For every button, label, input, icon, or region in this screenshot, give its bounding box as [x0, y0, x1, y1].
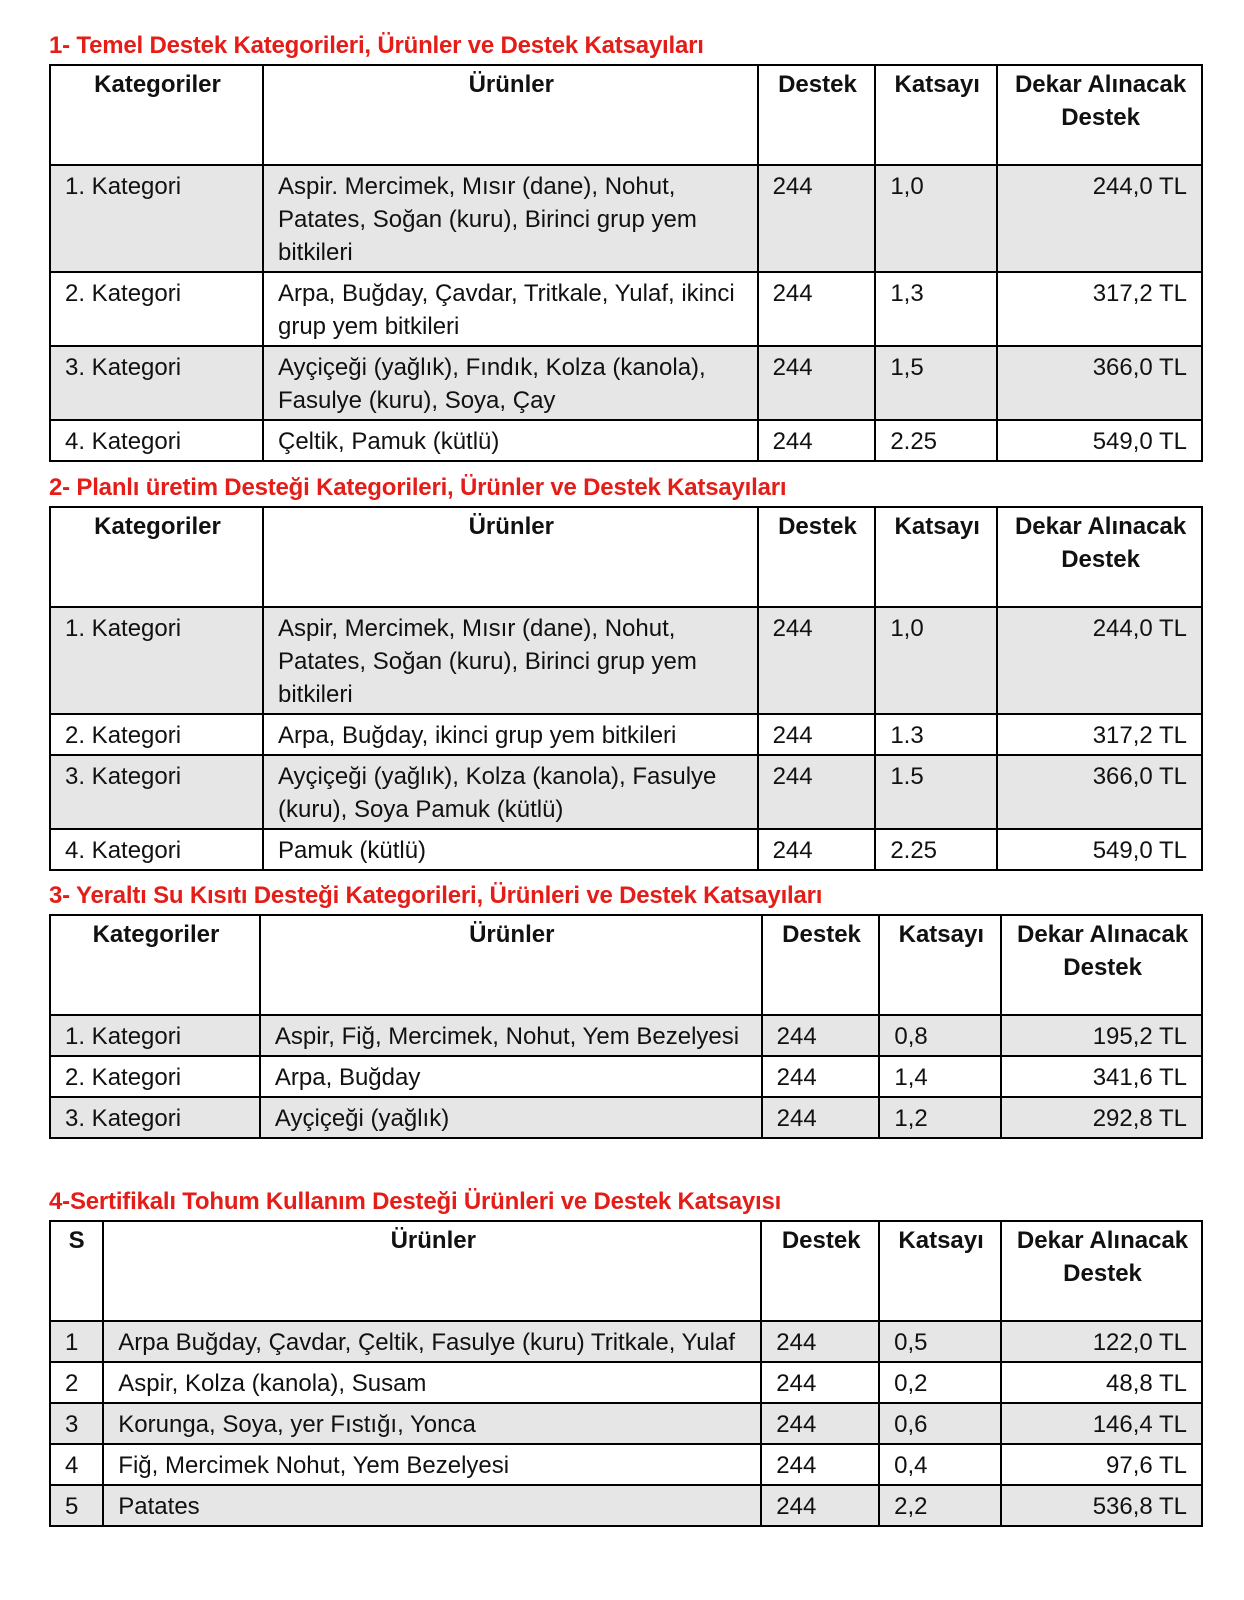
support-cell: 244	[758, 420, 876, 461]
header-cell: Kategoriler	[50, 507, 263, 607]
table-row	[50, 1321, 1202, 1362]
coefficient-cell: 1,5	[875, 346, 997, 420]
category-cell: 3. Kategori	[50, 346, 263, 420]
amount-cell: 146,4 TL	[1001, 1403, 1202, 1444]
header-cell: Dekar Alınacak Destek	[997, 507, 1202, 607]
table-row	[50, 1015, 1202, 1056]
support-cell: 244	[758, 165, 876, 272]
category-cell: 4. Kategori	[50, 829, 263, 870]
category-cell: 3. Kategori	[50, 1097, 260, 1138]
header-cell: Katsayı	[875, 65, 997, 165]
index-cell: 3	[50, 1403, 103, 1444]
header-row	[50, 1221, 1202, 1321]
header-cell: Ürünler	[263, 65, 758, 165]
support-table	[49, 64, 1203, 462]
products-cell: Ayçiçeği (yağlık)	[260, 1097, 762, 1138]
products-cell: Fiğ, Mercimek Nohut, Yem Bezelyesi	[103, 1444, 761, 1485]
support-cell: 244	[758, 607, 876, 714]
section-title: 4-Sertifikalı Tohum Kullanım Desteği Ürünleri ve Destek Katsayısı	[49, 1188, 782, 1215]
amount-cell: 341,6 TL	[1001, 1056, 1202, 1097]
category-cell: 1. Kategori	[50, 1015, 260, 1056]
table-row	[50, 1097, 1202, 1138]
header-cell: Destek	[758, 65, 876, 165]
category-cell: 4. Kategori	[50, 420, 263, 461]
category-cell: 1. Kategori	[50, 165, 263, 272]
products-cell: Korunga, Soya, yer Fıstığı, Yonca	[103, 1403, 761, 1444]
header-cell: Kategoriler	[50, 65, 263, 165]
products-cell: Patates	[103, 1485, 761, 1526]
header-cell: S	[50, 1221, 103, 1321]
category-cell: 1. Kategori	[50, 607, 263, 714]
coefficient-cell: 1.5	[875, 755, 997, 829]
amount-cell: 244,0 TL	[997, 165, 1202, 272]
index-cell: 2	[50, 1362, 103, 1403]
table-row	[50, 829, 1202, 870]
coefficient-cell: 1,2	[879, 1097, 1001, 1138]
products-cell: Aspir, Mercimek, Mısır (dane), Nohut, Patates, Soğan (kuru), Birinci grup yem bitkileri	[263, 607, 758, 714]
header-cell: Kategoriler	[50, 915, 260, 1015]
amount-cell: 292,8 TL	[1001, 1097, 1202, 1138]
index-cell: 4	[50, 1444, 103, 1485]
support-cell: 244	[758, 829, 876, 870]
header-cell: Dekar Alınacak Destek	[1001, 1221, 1202, 1321]
section-title: 3- Yeraltı Su Kısıtı Desteği Kategorileri, Ürünleri ve Destek Katsayıları	[49, 882, 823, 909]
table-row	[50, 346, 1202, 420]
amount-cell: 195,2 TL	[1001, 1015, 1202, 1056]
index-cell: 5	[50, 1485, 103, 1526]
amount-cell: 366,0 TL	[997, 755, 1202, 829]
coefficient-cell: 2.25	[875, 829, 997, 870]
table-row	[50, 165, 1202, 272]
coefficient-cell: 0,8	[879, 1015, 1001, 1056]
support-cell: 244	[761, 1362, 879, 1403]
coefficient-cell: 1.3	[875, 714, 997, 755]
table-row	[50, 1362, 1202, 1403]
coefficient-cell: 1,3	[875, 272, 997, 346]
table-row	[50, 420, 1202, 461]
table-row	[50, 714, 1202, 755]
support-cell: 244	[761, 1444, 879, 1485]
table-row	[50, 1485, 1202, 1526]
table-row	[50, 272, 1202, 346]
support-table	[49, 914, 1203, 1139]
table-row	[50, 1056, 1202, 1097]
header-cell: Ürünler	[103, 1221, 761, 1321]
support-cell: 244	[762, 1015, 880, 1056]
table-row	[50, 607, 1202, 714]
support-cell: 244	[761, 1321, 879, 1362]
products-cell: Ayçiçeği (yağlık), Fındık, Kolza (kanola), Fasulye (kuru), Soya, Çay	[263, 346, 758, 420]
support-table	[49, 506, 1203, 871]
coefficient-cell: 0,6	[879, 1403, 1001, 1444]
amount-cell: 244,0 TL	[997, 607, 1202, 714]
products-cell: Aspir. Mercimek, Mısır (dane), Nohut, Patates, Soğan (kuru), Birinci grup yem bitkileri	[263, 165, 758, 272]
products-cell: Aspir, Kolza (kanola), Susam	[103, 1362, 761, 1403]
category-cell: 2. Kategori	[50, 272, 263, 346]
support-cell: 244	[758, 272, 876, 346]
amount-cell: 48,8 TL	[1001, 1362, 1202, 1403]
header-cell: Destek	[761, 1221, 879, 1321]
support-cell: 244	[761, 1403, 879, 1444]
section-title: 1- Temel Destek Kategorileri, Ürünler ve Destek Katsayıları	[49, 32, 704, 59]
coefficient-cell: 1,0	[875, 607, 997, 714]
products-cell: Pamuk (kütlü)	[263, 829, 758, 870]
coefficient-cell: 1,0	[875, 165, 997, 272]
amount-cell: 122,0 TL	[1001, 1321, 1202, 1362]
header-cell: Ürünler	[260, 915, 762, 1015]
amount-cell: 366,0 TL	[997, 346, 1202, 420]
category-cell: 2. Kategori	[50, 714, 263, 755]
support-cell: 244	[758, 755, 876, 829]
products-cell: Arpa, Buğday, Çavdar, Tritkale, Yulaf, ikinci grup yem bitkileri	[263, 272, 758, 346]
table-row	[50, 1403, 1202, 1444]
header-row	[50, 65, 1202, 165]
amount-cell: 549,0 TL	[997, 420, 1202, 461]
amount-cell: 536,8 TL	[1001, 1485, 1202, 1526]
amount-cell: 97,6 TL	[1001, 1444, 1202, 1485]
table-row	[50, 755, 1202, 829]
support-cell: 244	[758, 714, 876, 755]
header-cell: Dekar Alınacak Destek	[997, 65, 1202, 165]
coefficient-cell: 1,4	[879, 1056, 1001, 1097]
support-cell: 244	[761, 1485, 879, 1526]
section-title: 2- Planlı üretim Desteği Kategorileri, Ürünler ve Destek Katsayıları	[49, 474, 787, 501]
header-cell: Dekar Alınacak Destek	[1001, 915, 1202, 1015]
header-row	[50, 507, 1202, 607]
coefficient-cell: 2.25	[875, 420, 997, 461]
products-cell: Aspir, Fiğ, Mercimek, Nohut, Yem Bezelyesi	[260, 1015, 762, 1056]
category-cell: 3. Kategori	[50, 755, 263, 829]
header-row	[50, 915, 1202, 1015]
category-cell: 2. Kategori	[50, 1056, 260, 1097]
support-cell: 244	[758, 346, 876, 420]
products-cell: Arpa Buğday, Çavdar, Çeltik, Fasulye (kuru) Tritkale, Yulaf	[103, 1321, 761, 1362]
amount-cell: 317,2 TL	[997, 272, 1202, 346]
table-row	[50, 1444, 1202, 1485]
amount-cell: 549,0 TL	[997, 829, 1202, 870]
header-cell: Destek	[758, 507, 876, 607]
header-cell: Destek	[762, 915, 880, 1015]
header-cell: Katsayı	[879, 915, 1001, 1015]
coefficient-cell: 0,5	[879, 1321, 1001, 1362]
products-cell: Çeltik, Pamuk (kütlü)	[263, 420, 758, 461]
support-cell: 244	[762, 1056, 880, 1097]
header-cell: Katsayı	[879, 1221, 1001, 1321]
products-cell: Ayçiçeği (yağlık), Kolza (kanola), Fasulye (kuru), Soya Pamuk (kütlü)	[263, 755, 758, 829]
coefficient-cell: 0,4	[879, 1444, 1001, 1485]
coefficient-cell: 0,2	[879, 1362, 1001, 1403]
header-cell: Katsayı	[875, 507, 997, 607]
products-cell: Arpa, Buğday, ikinci grup yem bitkileri	[263, 714, 758, 755]
index-cell: 1	[50, 1321, 103, 1362]
amount-cell: 317,2 TL	[997, 714, 1202, 755]
support-cell: 244	[762, 1097, 880, 1138]
header-cell: Ürünler	[263, 507, 758, 607]
support-table	[49, 1220, 1203, 1527]
coefficient-cell: 2,2	[879, 1485, 1001, 1526]
products-cell: Arpa, Buğday	[260, 1056, 762, 1097]
